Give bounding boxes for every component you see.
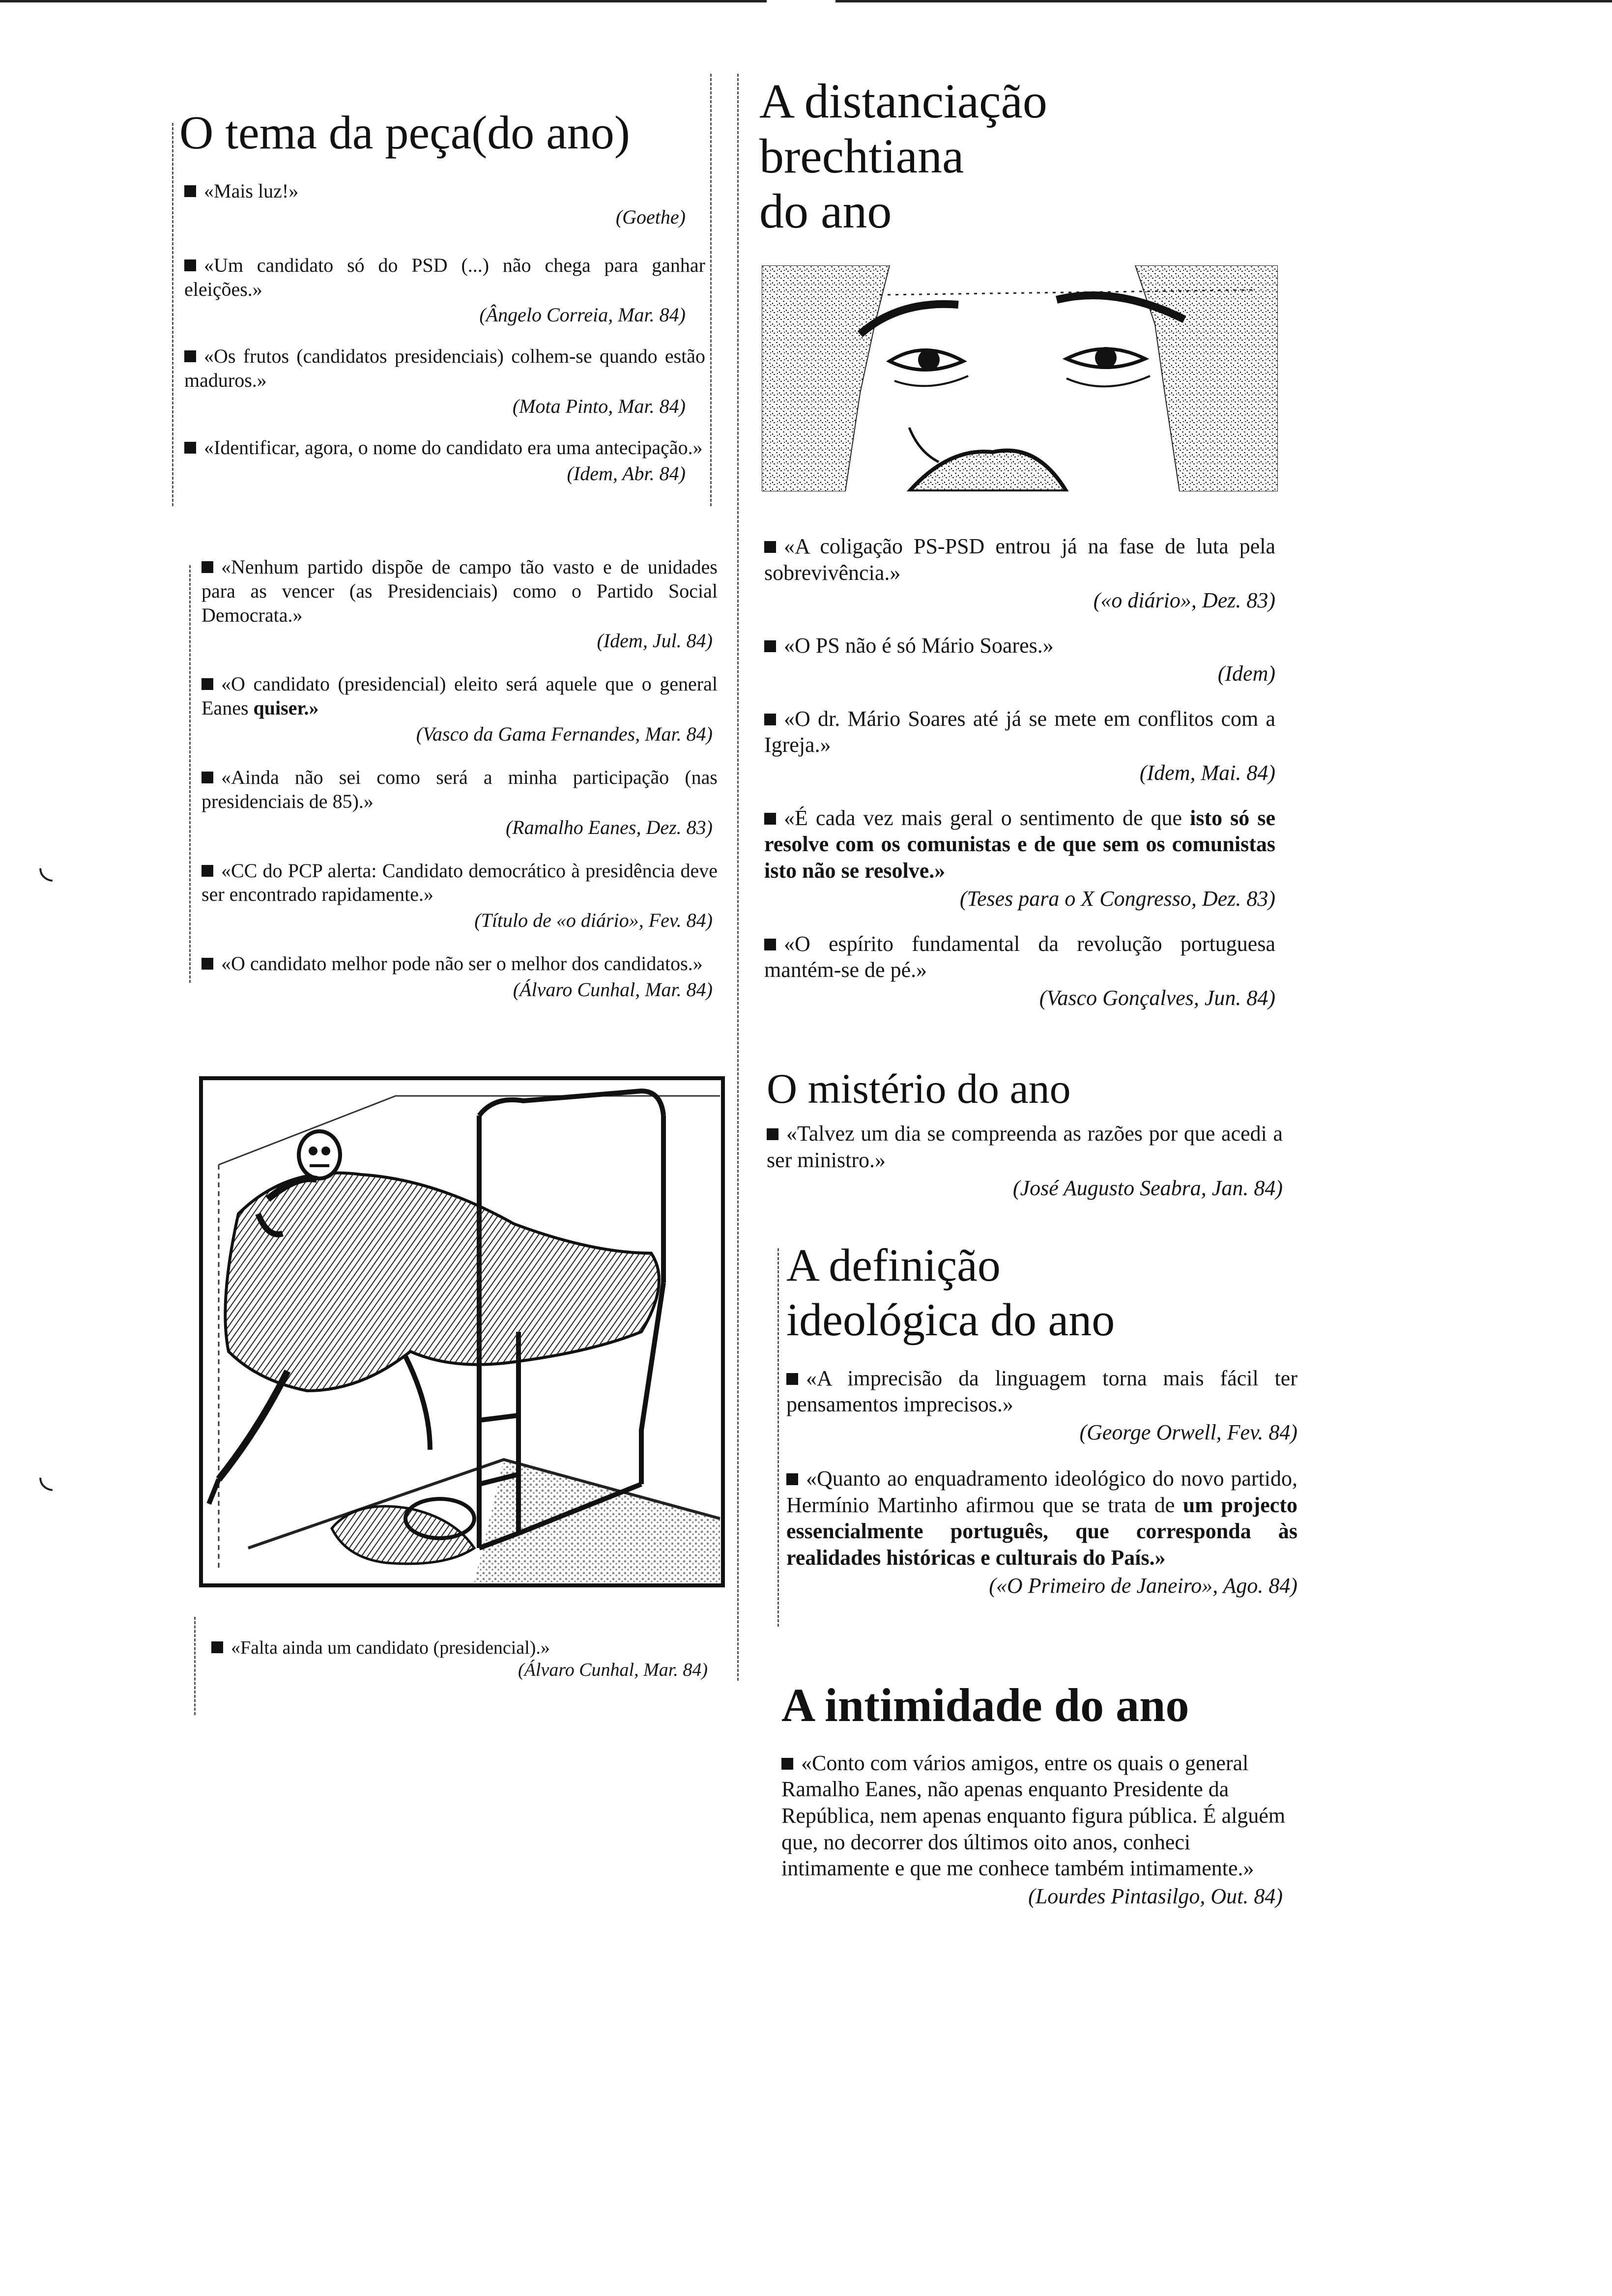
section-title — [759, 74, 1300, 239]
quote-text-bold: quiser.» — [253, 697, 319, 719]
bullet-icon — [202, 865, 213, 877]
bullet-icon — [184, 259, 196, 271]
quote-source: (Mota Pinto, Mar. 84) — [512, 395, 686, 417]
section-tema — [179, 108, 720, 158]
caption-source: (Álvaro Cunhal, Mar. 84) — [518, 1660, 708, 1681]
quote — [184, 436, 705, 486]
quote — [764, 632, 1275, 687]
quote-text: «Quanto ao enquadramento ideológico do novo partido, Hermínio Martinho afirmou que se trata de — [786, 1466, 1297, 1517]
bullet-icon — [764, 541, 776, 553]
quote — [767, 1120, 1283, 1201]
bullet-icon — [764, 813, 776, 825]
bullet-icon — [764, 939, 776, 950]
quote-text-bold: isto só se resolve com os comunistas e de que sem os comunistas isto não se resolve.» — [764, 805, 1275, 883]
quote — [202, 859, 718, 933]
bullet-icon — [786, 1473, 798, 1485]
quote — [786, 1465, 1297, 1599]
section-title: A intimidade do ano — [781, 1679, 1189, 1731]
quote-source: (Idem) — [1217, 661, 1275, 686]
quote-text: «Um candidato só do PSD (...) não chega para ganhar eleições.» — [184, 254, 705, 300]
bullet-icon — [202, 561, 213, 573]
quote — [764, 706, 1275, 786]
bed-cartoon-drawing — [199, 1076, 725, 1587]
cartoon-caption — [211, 1636, 718, 1682]
quote-text: «A imprecisão da linguagem torna mais fácil ter pensamentos imprecisos.» — [786, 1366, 1297, 1417]
definicao-left-rule — [777, 1248, 779, 1627]
quote-source: («O Primeiro de Janeiro», Ago. 84) — [989, 1573, 1297, 1598]
bullet-icon — [764, 640, 776, 652]
quote-text: «Identificar, agora, o nome do candidato era uma antecipação.» — [204, 436, 703, 459]
quote-text: «O candidato (presidencial) eleito será aquele que o general Eanes — [202, 673, 718, 719]
quote — [764, 533, 1275, 614]
box-left-edge-top — [172, 123, 173, 506]
quote-source: (Ângelo Correia, Mar. 84) — [479, 304, 686, 326]
quote-source: (Álvaro Cunhal, Mar. 84) — [513, 978, 713, 1001]
quote-text: «Os frutos (candidatos presidenciais) colhem-se quando estão maduros.» — [184, 345, 705, 392]
bullet-icon — [184, 442, 196, 454]
quote-text: «Conto com vários amigos, entre os quais o general Ramalho Eanes, não apenas enquanto Presidente da República, nem apenas enquanto figura pública. É alguém que, no decorrer dos últimos oito anos, conheci intimamente e que me conhece também intimamente.» — [781, 1751, 1286, 1881]
section-definicao — [786, 1238, 1297, 1599]
quote-text: «CC do PCP alerta: Candidato democrático à presidência deve ser encontrado rapidamente.» — [202, 859, 718, 906]
tema-quotes-top — [184, 179, 705, 486]
quote — [202, 766, 718, 839]
quote-text: «O dr. Mário Soares até já se mete em conflitos com a Igreja.» — [764, 706, 1275, 757]
quote-source: («o diário», Dez. 83) — [1093, 588, 1275, 613]
quote — [202, 952, 718, 1002]
section-misterio — [767, 1066, 1283, 1201]
quote — [184, 254, 705, 327]
quote-source: (Teses para o X Congresso, Dez. 83) — [959, 886, 1275, 911]
quote — [764, 805, 1275, 912]
quote-source: (Idem, Jul. 84) — [597, 630, 713, 652]
quote-source: (Idem, Mai. 84) — [1139, 760, 1275, 785]
quote-text: «Nenhum partido dispõe de campo tão vasto e de unidades para as vencer (as Presidenciais) como o Partido Social Democrata.» — [202, 556, 718, 626]
quote-text: «É cada vez mais geral o sentimento de que — [784, 805, 1190, 830]
quote-text: «O candidato melhor pode não ser o melhor dos candidatos.» — [221, 952, 703, 975]
box-left-edge-bottom — [194, 1617, 196, 1715]
quote-source: (Vasco da Gama Fernandes, Mar. 84) — [416, 722, 713, 745]
divider-column — [737, 74, 739, 1681]
quote-source: (José Augusto Seabra, Jan. 84) — [1012, 1176, 1283, 1200]
quote — [184, 179, 705, 229]
section-title — [786, 1238, 1297, 1348]
tema-quotes-mid — [202, 555, 718, 1002]
title-line-1: A distanciação — [759, 74, 1047, 128]
top-rule-right — [835, 0, 1612, 2]
binding-mark-lower: ◟ — [39, 1455, 53, 1495]
distanciacao-quotes — [764, 533, 1275, 1011]
bullet-icon — [781, 1758, 793, 1770]
quote-source: (Lourdes Pintasilgo, Out. 84) — [1028, 1884, 1283, 1909]
section-title: O tema da peça(do ano) — [179, 106, 630, 159]
bullet-icon — [202, 678, 213, 690]
bullet-icon — [786, 1373, 798, 1385]
bullet-icon — [211, 1641, 223, 1653]
title-line-2: brechtiana — [759, 129, 964, 183]
quote-source: (George Orwell, Fev. 84) — [1079, 1420, 1297, 1445]
quote-text: «Talvez um dia se compreenda as razões por que acedi a ser ministro.» — [767, 1121, 1283, 1172]
bullet-icon — [202, 958, 213, 970]
top-rule-left — [0, 0, 767, 2]
box-left-edge-mid — [189, 565, 191, 983]
quote-text: «O PS não é só Mário Soares.» — [784, 633, 1054, 658]
quote-text: «Ainda não sei como será a minha participação (nas presidenciais de 85).» — [202, 766, 718, 812]
section-distanciacao — [759, 74, 1300, 239]
title-line-1: A definição — [786, 1240, 1001, 1291]
bullet-icon — [767, 1128, 778, 1140]
quote-source: (Goethe) — [615, 205, 686, 228]
bed-cartoon-image — [199, 1076, 725, 1587]
bullet-icon — [202, 772, 213, 783]
quote-text: «A coligação PS-PSD entrou já na fase de luta pela sobrevivência.» — [764, 534, 1275, 585]
quote-text: «Mais luz!» — [204, 180, 299, 202]
quote — [184, 344, 705, 418]
bullet-icon — [184, 185, 196, 197]
quote-source: (Idem, Abr. 84) — [567, 462, 686, 485]
title-line-3: do ano — [759, 184, 892, 238]
quote — [786, 1365, 1297, 1446]
quote-source: (Vasco Gonçalves, Jun. 84) — [1039, 985, 1275, 1010]
face-portrait-drawing — [762, 265, 1278, 491]
quote — [764, 931, 1275, 1011]
quote — [202, 555, 718, 653]
quote — [781, 1750, 1293, 1910]
quote-text-bold: um projecto essencialmente português, que corresponda às realidades históricas e culturais do País.» — [786, 1492, 1297, 1570]
section-intimidade — [781, 1681, 1293, 1910]
binding-mark-upper: ◟ — [39, 845, 53, 886]
quote-text: «O espírito fundamental da revolução portuguesa mantém-se de pé.» — [764, 931, 1275, 982]
title-line-2: ideológica do ano — [786, 1294, 1115, 1346]
quote-source: (Título de «o diário», Fev. 84) — [474, 909, 713, 932]
face-portrait-image — [762, 265, 1278, 491]
quote — [202, 672, 718, 746]
section-title: O mistério do ano — [767, 1065, 1071, 1112]
bullet-icon — [764, 714, 776, 725]
caption-text: «Falta ainda um candidato (presidencial).» — [231, 1637, 550, 1658]
bullet-icon — [184, 350, 196, 362]
quote-source: (Ramalho Eanes, Dez. 83) — [505, 816, 713, 838]
